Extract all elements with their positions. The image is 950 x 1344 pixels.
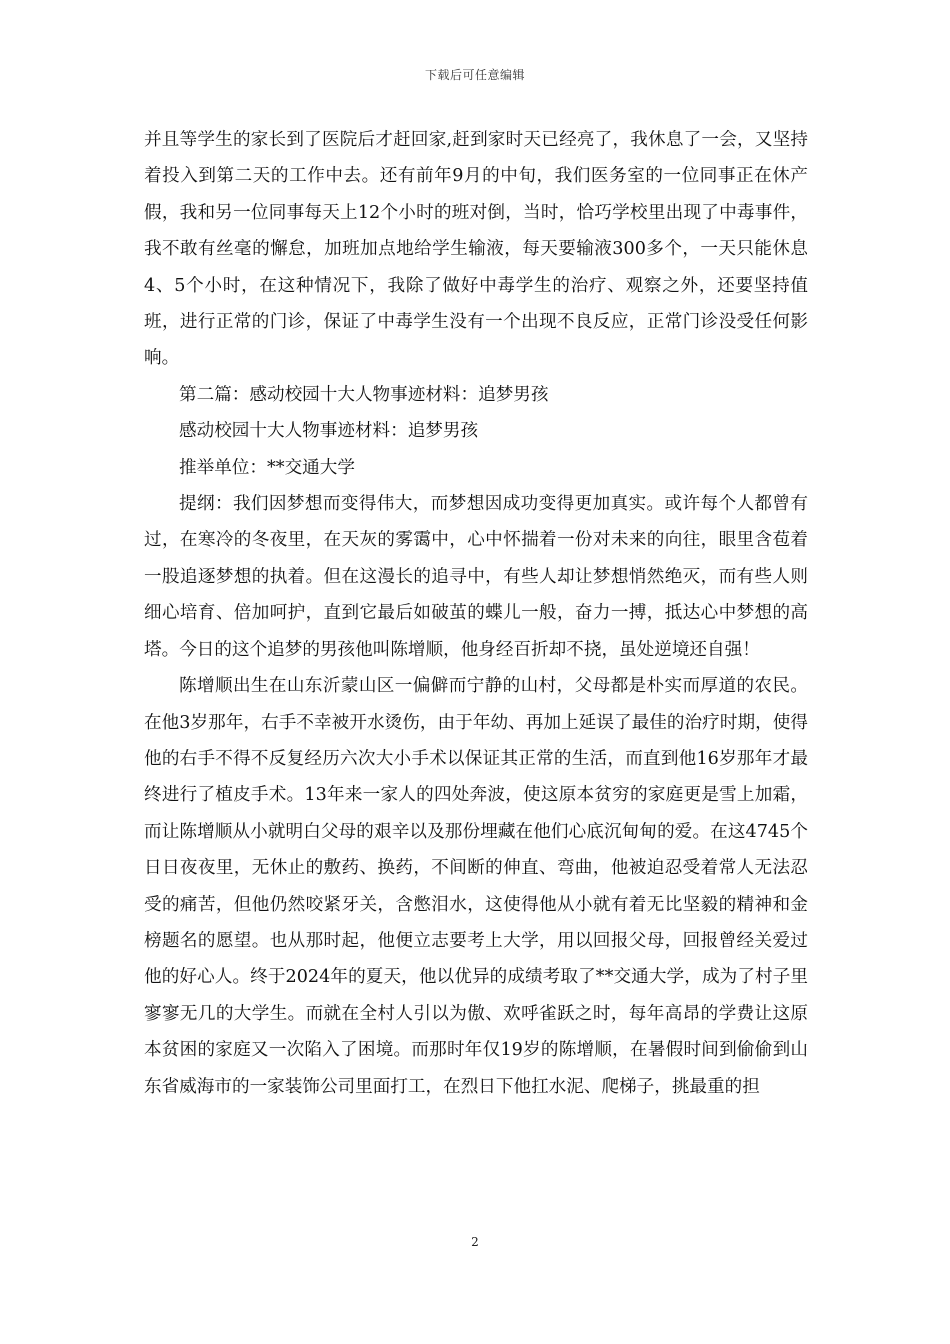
paragraph-2-section-title: 第二篇：感动校园十大人物事迹材料：追梦男孩	[179, 384, 549, 405]
page-number: 2	[471, 1235, 479, 1249]
document-body	[144, 122, 808, 1105]
paragraph-3-subtitle: 感动校园十大人物事迹材料：追梦男孩	[179, 421, 479, 442]
paragraph-6-story: 陈增顺出生在山东沂蒙山区一偏僻而宁静的山村，父母都是朴实而厚道的农民。在他3岁那年，右手不幸被开水烫伤，由于年幼、再加上延误了最佳的治疗时期，使得他的右手不得不反复经历六次大小手术以保证其正常的生活，而直到他16岁那年才最终进行了植皮手术。13年来一家人的四处奔波，使这原本贫穷的家庭更是雪上加霜，而让陈增顺从小就明白父母的艰辛以及那份埋藏在他们心底沉甸甸的爱。在这4745个日日夜夜里，无休止的敷药、换药，不间断的伸直、弯曲，他被迫忍受着常人无法忍受的痛苦，但他仍然咬紧牙关，含憋泪水，这使得他从小就有着无比坚毅的精神和金榜题名的愿望。也从那时起，他便立志要考上大学，用以回报父母，回报曾经关爱过他的好心人。终于2024年的夏天，他以优异的成绩考取了**交通大学，成为了村子里寥寥无几的大学生。而就在全村人引以为傲、欢呼雀跃之时，每年高昂的学费让这原本贫困的家庭又一次陷入了困境。而那时年仅19岁的陈增顺，在暑假时间到偷偷到山东省威海市的一家装饰公司里面打工，在烈日下他扛水泥、爬梯子，挑最重的担	[144, 676, 808, 1097]
page-header: 下载后可任意编辑	[424, 68, 525, 82]
paragraph-5-outline: 提纲：我们因梦想而变得伟大，而梦想因成功变得更加真实。或许每个人都曾有过，在寒冷的冬夜里，在天灰的雾霭中，心中怀揣着一份对未来的向往，眼里含苞着一股追逐梦想的执着。但在这漫长的追寻中，有些人却让梦想悄然绝灭，而有些人则细心培育、倍加呵护，直到它最后如破茧的蝶儿一般，奋力一搏，抵达心中梦想的高塔。今日的这个追梦的男孩他叫陈增顺，他身经百折却不挠，虽处逆境还自强！	[144, 494, 808, 660]
paragraph-4-recommending-unit: 推举单位：**交通大学	[179, 457, 355, 478]
paragraph-1: 并且等学生的家长到了医院后才赶回家,赶到家时天已经亮了，我休息了一会，又坚持着投入到第二天的工作中去。还有前年9月的中旬，我们医务室的一位同事正在休产假，我和另一位同事每天上12个小时的班对倒，当时，恰巧学校里出现了中毒事件，我不敢有丝毫的懈怠，加班加点地给学生输液，每天要输液300多个，一天只能休息4、5个小时，在这种情况下，我除了做好中毒学生的治疗、观察之外，还要坚持值班，进行正常的门诊，保证了中毒学生没有一个出现不良反应，正常门诊没受任何影响。	[144, 130, 808, 369]
